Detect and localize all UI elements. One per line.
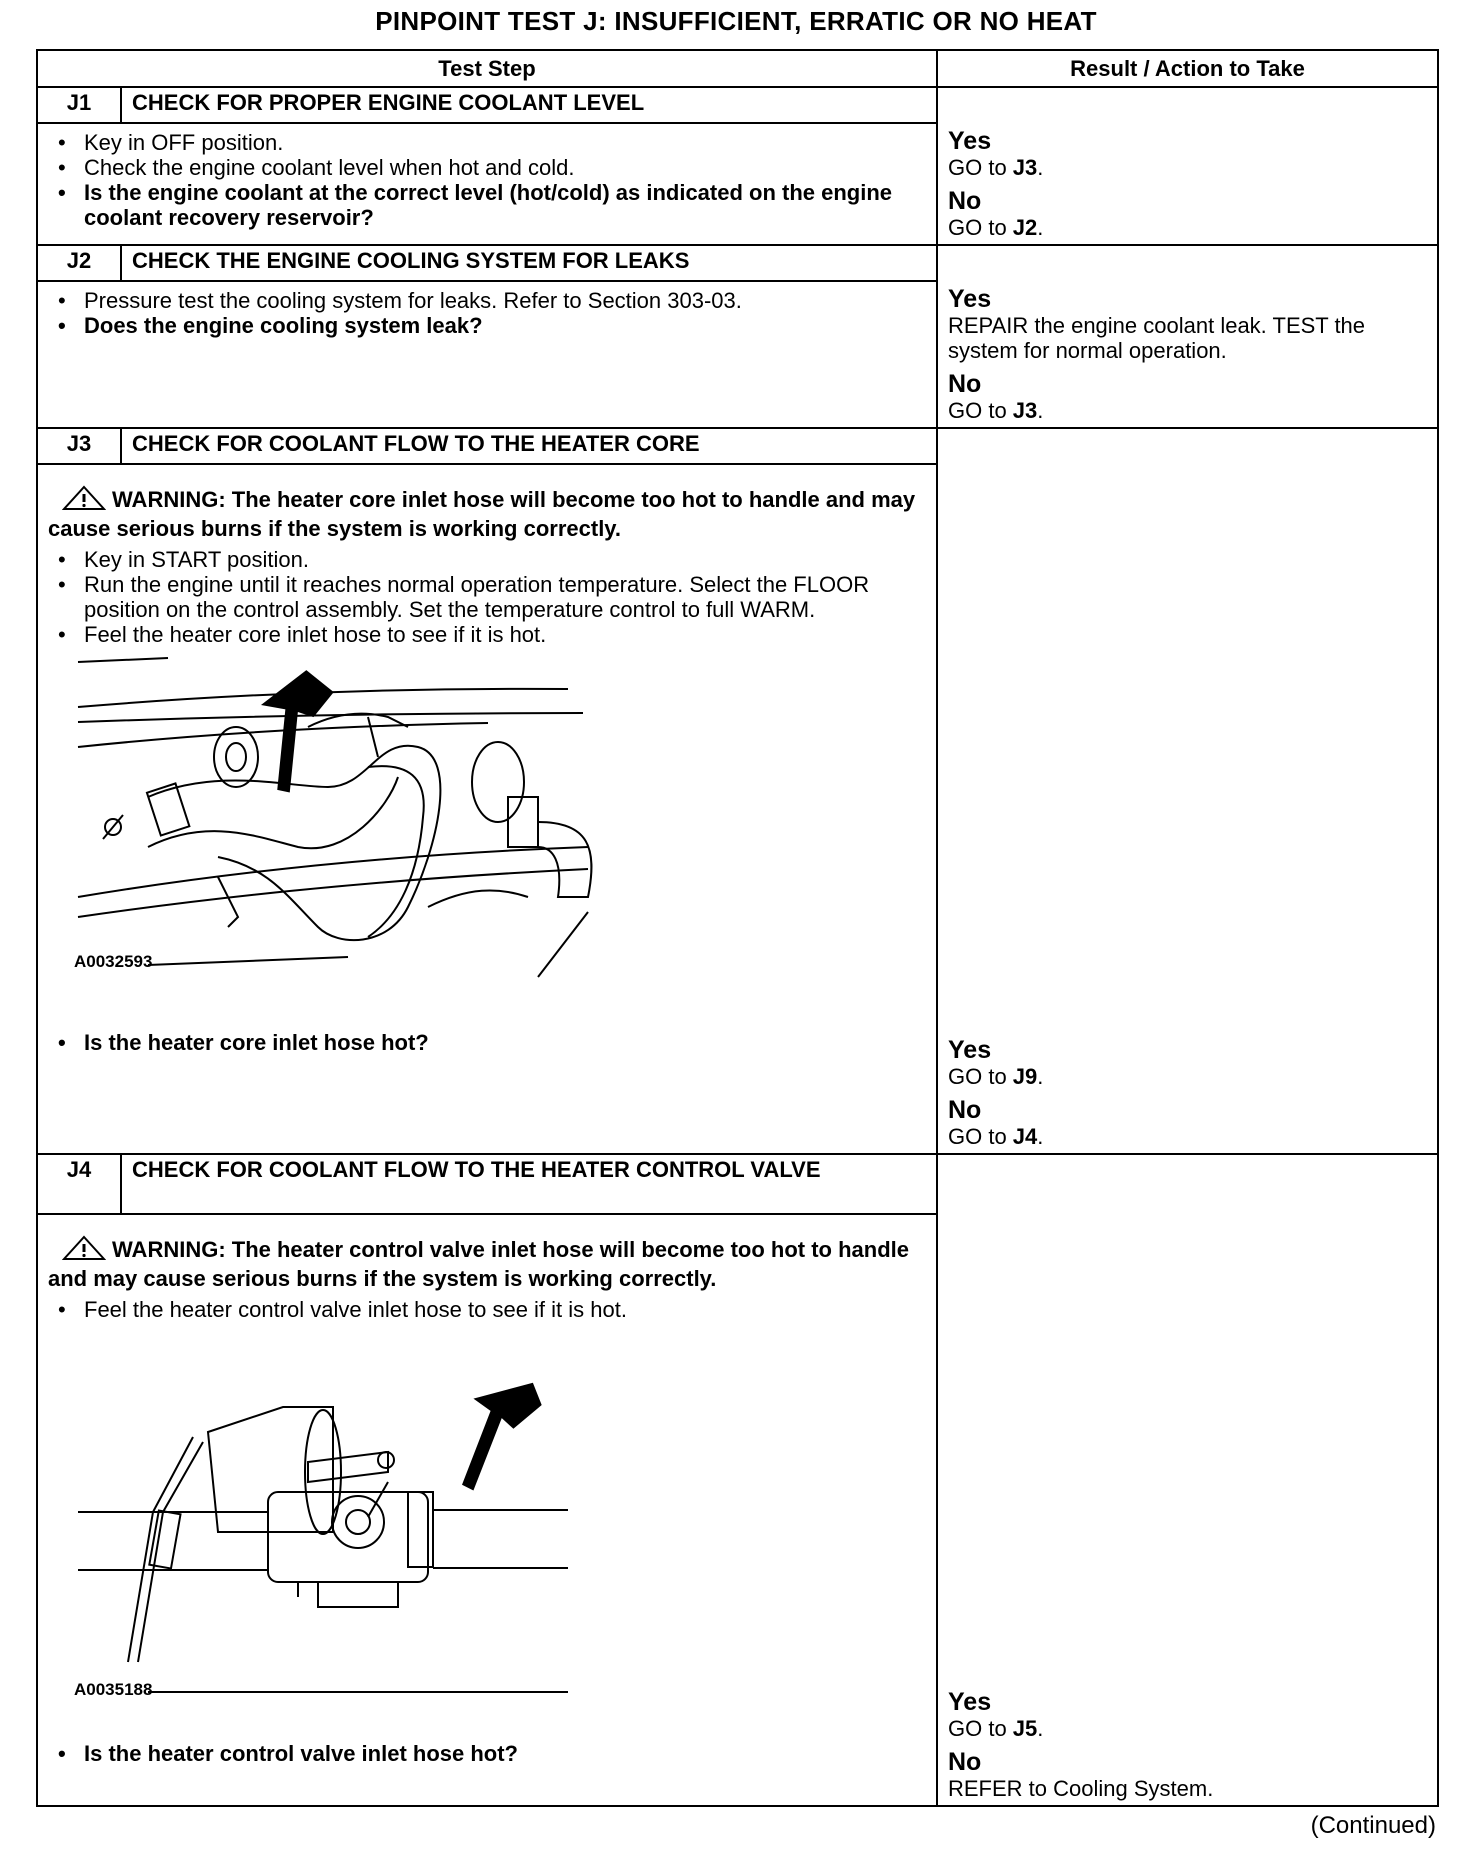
yes-label: Yes bbox=[948, 285, 992, 313]
step-j1-body bbox=[37, 123, 937, 245]
no-label: No bbox=[948, 1748, 982, 1776]
heater-control-valve-illustration bbox=[68, 1332, 688, 1737]
step-id: J1 bbox=[38, 88, 122, 122]
step-j2-result bbox=[937, 245, 1438, 428]
step-j1-result bbox=[937, 87, 1438, 245]
no-action: GO to J4. bbox=[948, 1124, 1044, 1149]
step-j3-result bbox=[937, 428, 1438, 1154]
step-id: J4 bbox=[38, 1155, 122, 1213]
warning-block: WARNING: The heater control valve inlet hose will become too hot to handle and may cause serious burns if the system is working correctly. bbox=[48, 1237, 909, 1291]
step-title: CHECK FOR COOLANT FLOW TO THE HEATER CONTROL VALVE bbox=[132, 1157, 821, 1182]
no-label: No bbox=[948, 187, 982, 215]
yes-label: Yes bbox=[948, 1036, 992, 1064]
step-j4-result bbox=[937, 1154, 1438, 1806]
list-item: • Feel the heater control valve inlet hose to see if it is hot. bbox=[48, 1297, 926, 1322]
no-action: GO to J3. bbox=[948, 398, 1044, 423]
yes-action: GO to J9. bbox=[948, 1064, 1044, 1089]
step-id: J2 bbox=[38, 246, 122, 280]
list-item: • Run the engine until it reaches normal operation temperature. Select the FLOOR position on the control assembly. Set the temperature control to full WARM. bbox=[48, 572, 926, 622]
yes-action: REPAIR the engine coolant leak. TEST the system for normal operation. bbox=[948, 313, 1366, 363]
yes-label: Yes bbox=[948, 1688, 992, 1716]
heater-core-inlet-hose-illustration bbox=[68, 647, 688, 1022]
step-j3-header bbox=[37, 428, 937, 464]
figure-id: A0035188 bbox=[74, 1680, 153, 1699]
warning-triangle-icon bbox=[62, 485, 106, 516]
warning-block: WARNING: The heater core inlet hose will become too hot to handle and may cause serious burns if the system is working correctly. bbox=[48, 487, 916, 541]
step-title: CHECK FOR COOLANT FLOW TO THE HEATER CORE bbox=[132, 431, 700, 456]
no-action: REFER to Cooling System. bbox=[948, 1776, 1214, 1801]
continued-label: (Continued) bbox=[1310, 1812, 1436, 1839]
column-header-result: Result / Action to Take bbox=[937, 50, 1438, 87]
yes-label: Yes bbox=[948, 127, 992, 155]
step-j2-body bbox=[37, 281, 937, 428]
step-j4-body bbox=[37, 1214, 937, 1806]
step-question: • Is the engine coolant at the correct level (hot/cold) as indicated on the engine coolant recovery reservoir? bbox=[48, 180, 926, 230]
no-label: No bbox=[948, 1096, 982, 1124]
no-label: No bbox=[948, 370, 982, 398]
list-item: • Feel the heater core inlet hose to see if it is hot. bbox=[48, 622, 926, 647]
step-j3-body bbox=[37, 464, 937, 1154]
step-title: CHECK THE ENGINE COOLING SYSTEM FOR LEAKS bbox=[132, 248, 690, 273]
warning-triangle-icon bbox=[62, 1235, 106, 1266]
yes-action: GO to J5. bbox=[948, 1716, 1044, 1741]
figure-id: A0032593 bbox=[74, 952, 153, 971]
pinpoint-test-table bbox=[36, 49, 1439, 1807]
yes-action: GO to J3. bbox=[948, 155, 1044, 180]
page-title: PINPOINT TEST J: INSUFFICIENT, ERRATIC OR NO HEAT bbox=[375, 6, 1097, 36]
step-j1-header bbox=[37, 87, 937, 123]
step-id: J3 bbox=[38, 429, 122, 463]
step-question: • Does the engine cooling system leak? bbox=[48, 313, 926, 338]
step-title: CHECK FOR PROPER ENGINE COOLANT LEVEL bbox=[132, 90, 645, 115]
list-item: • Check the engine coolant level when hot and cold. bbox=[48, 155, 926, 180]
step-j4-header bbox=[37, 1154, 937, 1214]
step-j2-header bbox=[37, 245, 937, 281]
no-action: GO to J2. bbox=[948, 215, 1044, 240]
list-item: • Key in OFF position. bbox=[48, 130, 926, 155]
column-header-test-step: Test Step bbox=[37, 50, 937, 87]
step-question: • Is the heater control valve inlet hose hot? bbox=[48, 1741, 926, 1766]
step-question: • Is the heater core inlet hose hot? bbox=[48, 1030, 926, 1055]
list-item: • Pressure test the cooling system for leaks. Refer to Section 303-03. bbox=[48, 288, 926, 313]
list-item: • Key in START position. bbox=[48, 547, 926, 572]
